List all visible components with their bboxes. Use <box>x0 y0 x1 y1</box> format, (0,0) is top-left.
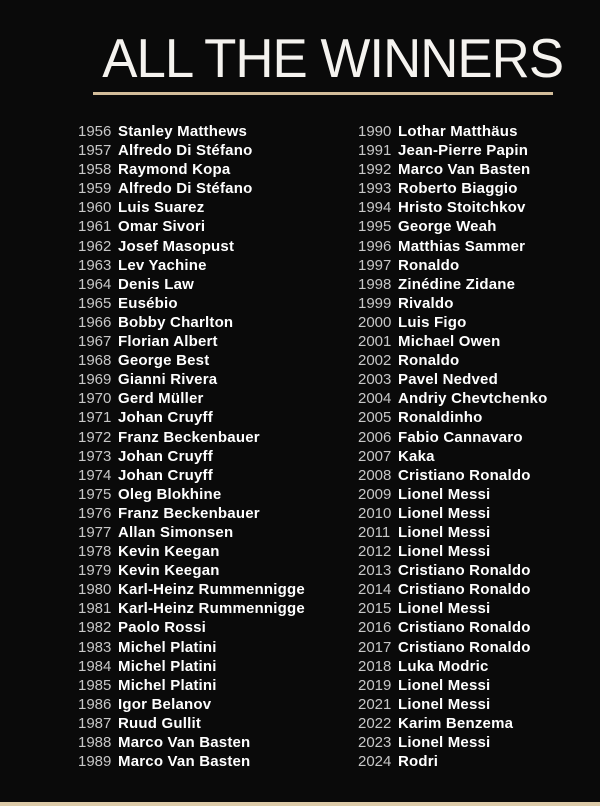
winner-row <box>78 485 358 504</box>
winner-name: Allan Simonsen <box>118 523 234 541</box>
winner-year: 1986 <box>78 695 112 713</box>
winner-row <box>358 638 547 657</box>
winner-row <box>358 351 547 370</box>
winner-row <box>78 389 358 408</box>
winner-year: 1999 <box>358 294 392 312</box>
winner-row <box>78 256 358 275</box>
winner-year: 2005 <box>358 409 392 427</box>
winner-name: Rivaldo <box>398 294 454 312</box>
bottom-accent-bar <box>0 802 600 806</box>
winner-year: 1977 <box>78 523 112 541</box>
winner-year: 1991 <box>358 142 392 160</box>
winner-name: Cristiano Ronaldo <box>398 619 531 637</box>
winner-row <box>358 275 547 294</box>
winner-year: 1985 <box>78 676 112 694</box>
winner-row <box>78 695 358 714</box>
winner-year: 2024 <box>358 753 392 771</box>
winner-name: Marco Van Basten <box>118 753 251 771</box>
winner-name: Kevin Keegan <box>118 543 220 561</box>
winner-year: 1988 <box>78 734 112 751</box>
winner-row <box>358 466 547 485</box>
winner-name: Karl-Heinz Rummennigge <box>118 600 305 618</box>
winner-row <box>358 542 547 561</box>
winner-row <box>358 313 547 332</box>
winner-year: 1989 <box>78 753 112 771</box>
winner-row <box>358 389 547 408</box>
winner-row <box>358 695 547 714</box>
winner-name: Hristo Stoitchkov <box>398 199 526 217</box>
winner-row <box>78 542 358 561</box>
winner-name: Paolo Rossi <box>118 619 207 637</box>
winner-row <box>78 638 358 657</box>
winner-year: 1996 <box>358 237 392 255</box>
winner-row <box>78 275 358 294</box>
winner-row <box>358 217 547 236</box>
winner-name: Marco Van Basten <box>398 161 531 179</box>
winner-row <box>78 504 358 523</box>
winner-year: 1956 <box>78 123 112 140</box>
winner-name: Fabio Cannavaro <box>398 428 523 446</box>
winner-row <box>358 618 547 637</box>
winner-name: Michael Owen <box>398 333 501 351</box>
winner-year: 1961 <box>78 218 112 236</box>
winner-year: 2012 <box>358 543 392 561</box>
winner-name: Ruud Gullit <box>118 714 202 732</box>
winner-row <box>78 599 358 618</box>
winner-year: 1980 <box>78 581 112 599</box>
winner-name: Pavel Nedved <box>398 371 498 389</box>
winners-column-left <box>78 122 358 771</box>
winner-name: George Weah <box>398 218 497 236</box>
winner-row <box>358 294 547 313</box>
winner-year: 1973 <box>78 447 112 465</box>
winner-year: 2013 <box>358 562 392 580</box>
winner-name: Florian Albert <box>118 333 218 351</box>
winner-name: Marco Van Basten <box>118 734 251 751</box>
winner-year: 1981 <box>78 600 112 618</box>
winner-name: Lionel Messi <box>398 543 491 561</box>
winner-year: 1990 <box>358 123 392 140</box>
winner-row <box>78 351 358 370</box>
winner-row <box>358 370 547 389</box>
winner-year: 1964 <box>78 275 112 293</box>
winner-row <box>78 122 358 141</box>
winner-year: 2001 <box>358 333 392 351</box>
winner-year: 2000 <box>358 313 392 331</box>
winner-year: 1983 <box>78 638 112 656</box>
winner-name: Alfredo Di Stéfano <box>118 180 253 198</box>
winner-name: Ronaldo <box>398 256 460 274</box>
winner-row <box>78 523 358 542</box>
winner-name: Lev Yachine <box>118 256 207 274</box>
winner-name: Franz Beckenbauer <box>118 428 260 446</box>
winner-name: Jean-Pierre Papin <box>398 142 529 160</box>
winner-row <box>78 198 358 217</box>
winner-row <box>358 179 547 198</box>
winner-name: Gianni Rivera <box>118 371 218 389</box>
winner-row <box>358 599 547 618</box>
winner-name: Raymond Kopa <box>118 161 231 179</box>
winner-row <box>358 676 547 695</box>
winner-year: 1979 <box>78 562 112 580</box>
winner-year: 1967 <box>78 333 112 351</box>
winner-year: 1962 <box>78 237 112 255</box>
winner-name: Karim Benzema <box>398 714 514 732</box>
page-title: ALL THE WINNERS <box>102 27 564 89</box>
winner-year: 1982 <box>78 619 112 637</box>
winner-row <box>78 160 358 179</box>
winner-year: 2023 <box>358 734 392 751</box>
winner-name: Johan Cruyff <box>118 466 213 484</box>
winner-name: Andriy Chevtchenko <box>398 390 548 408</box>
winner-year: 2011 <box>358 523 391 541</box>
winner-row <box>78 332 358 351</box>
winner-row <box>78 370 358 389</box>
winner-row <box>78 752 358 771</box>
winner-name: Bobby Charlton <box>118 313 234 331</box>
winner-year: 1975 <box>78 485 112 503</box>
winner-name: Alfredo Di Stéfano <box>118 142 253 160</box>
winner-row <box>358 752 547 771</box>
winner-year: 1959 <box>78 180 112 198</box>
winner-row <box>78 294 358 313</box>
winner-name: Ronaldo <box>398 352 460 370</box>
winner-name: Franz Beckenbauer <box>118 504 260 522</box>
winner-year: 2003 <box>358 371 392 389</box>
winner-name: Roberto Biaggio <box>398 180 518 198</box>
winner-year: 1995 <box>358 218 392 236</box>
winner-year: 2006 <box>358 428 392 446</box>
winner-name: Oleg Blokhine <box>118 485 222 503</box>
winner-year: 1963 <box>78 256 112 274</box>
winner-year: 1987 <box>78 714 112 732</box>
winner-row <box>358 160 547 179</box>
winner-row <box>358 733 547 752</box>
winner-row <box>358 447 547 466</box>
winner-row <box>358 332 547 351</box>
winner-row <box>358 657 547 676</box>
winner-year: 2007 <box>358 447 392 465</box>
winner-row <box>358 141 547 160</box>
winner-year: 1972 <box>78 428 112 446</box>
winner-name: George Best <box>118 352 210 370</box>
winners-list <box>78 122 600 771</box>
winner-row <box>78 714 358 733</box>
winner-year: 1978 <box>78 543 112 561</box>
winner-year: 2022 <box>358 714 392 732</box>
winner-year: 1969 <box>78 371 112 389</box>
winner-row <box>78 580 358 599</box>
winner-year: 1992 <box>358 161 392 179</box>
winner-name: Lionel Messi <box>398 523 491 541</box>
title-underline <box>93 92 553 95</box>
winner-name: Michel Platini <box>118 676 217 694</box>
winner-year: 2015 <box>358 600 392 618</box>
winner-name: Stanley Matthews <box>118 123 248 140</box>
winner-name: Rodri <box>398 753 439 771</box>
winner-name: Kevin Keegan <box>118 562 220 580</box>
winner-name: Michel Platini <box>118 657 217 675</box>
winner-name: Gerd Müller <box>118 390 204 408</box>
winner-name: Cristiano Ronaldo <box>398 466 531 484</box>
winner-name: Matthias Sammer <box>398 237 526 255</box>
winner-row <box>78 466 358 485</box>
winner-name: Luka Modric <box>398 657 489 675</box>
winner-row <box>78 676 358 695</box>
winner-year: 1998 <box>358 275 392 293</box>
winner-year: 2018 <box>358 657 392 675</box>
winner-name: Michel Platini <box>118 638 217 656</box>
winner-row <box>78 618 358 637</box>
winner-year: 1971 <box>78 409 112 427</box>
winner-row <box>358 561 547 580</box>
winner-year: 1958 <box>78 161 112 179</box>
winner-row <box>78 561 358 580</box>
winner-name: Lionel Messi <box>398 600 491 618</box>
winners-column-right <box>358 122 547 771</box>
winner-name: Cristiano Ronaldo <box>398 638 531 656</box>
winner-name: Lionel Messi <box>398 676 491 694</box>
winner-year: 1997 <box>358 256 392 274</box>
winner-name: Johan Cruyff <box>118 409 213 427</box>
winner-row <box>358 408 547 427</box>
winner-name: Lothar Matthäus <box>398 123 518 140</box>
winner-name: Luis Figo <box>398 313 467 331</box>
winner-year: 1968 <box>78 352 112 370</box>
winner-name: Karl-Heinz Rummennigge <box>118 581 305 599</box>
winner-row <box>358 504 547 523</box>
winner-row <box>358 122 547 141</box>
winner-year: 2009 <box>358 485 392 503</box>
winner-name: Lionel Messi <box>398 734 491 751</box>
winner-row <box>78 237 358 256</box>
winner-year: 1970 <box>78 390 112 408</box>
winner-year: 1993 <box>358 180 392 198</box>
winner-name: Zinédine Zidane <box>398 275 516 293</box>
winner-row <box>358 714 547 733</box>
winner-row <box>358 428 547 447</box>
winner-name: Josef Masopust <box>118 237 235 255</box>
winner-name: Cristiano Ronaldo <box>398 562 531 580</box>
winner-name: Omar Sivori <box>118 218 206 236</box>
winner-year: 1966 <box>78 313 112 331</box>
winner-row <box>78 408 358 427</box>
winner-row <box>358 523 547 542</box>
winner-year: 1960 <box>78 199 112 217</box>
winner-name: Lionel Messi <box>398 485 491 503</box>
winner-name: Johan Cruyff <box>118 447 213 465</box>
winner-row <box>358 485 547 504</box>
winner-name: Lionel Messi <box>398 695 491 713</box>
winner-row <box>78 141 358 160</box>
winner-year: 1976 <box>78 504 112 522</box>
winner-row <box>78 428 358 447</box>
winner-row <box>358 198 547 217</box>
winner-row <box>78 313 358 332</box>
winner-name: Kaka <box>398 447 435 465</box>
winner-row <box>358 237 547 256</box>
winner-name: Igor Belanov <box>118 695 212 713</box>
winner-row <box>78 733 358 752</box>
winner-year: 2021 <box>358 695 392 713</box>
winner-row <box>78 179 358 198</box>
winner-year: 2004 <box>358 390 392 408</box>
winner-year: 2014 <box>358 581 392 599</box>
winner-year: 1965 <box>78 294 112 312</box>
winner-name: Denis Law <box>118 275 194 293</box>
winner-year: 1994 <box>358 199 392 217</box>
winner-name: Cristiano Ronaldo <box>398 581 531 599</box>
winner-row <box>78 217 358 236</box>
winner-year: 2016 <box>358 619 392 637</box>
winner-year: 2019 <box>358 676 392 694</box>
winner-row <box>78 657 358 676</box>
winner-year: 2008 <box>358 466 392 484</box>
winner-name: Luis Suarez <box>118 199 205 217</box>
winner-name: Ronaldinho <box>398 409 483 427</box>
winner-year: 1957 <box>78 142 112 160</box>
winner-year: 1984 <box>78 657 112 675</box>
winner-year: 1974 <box>78 466 112 484</box>
winner-year: 2002 <box>358 352 392 370</box>
winner-row <box>78 447 358 466</box>
winner-row <box>358 256 547 275</box>
winner-name: Lionel Messi <box>398 504 491 522</box>
winner-row <box>358 580 547 599</box>
winner-year: 2010 <box>358 504 392 522</box>
winner-year: 2017 <box>358 638 392 656</box>
winner-name: Eusébio <box>118 294 178 312</box>
